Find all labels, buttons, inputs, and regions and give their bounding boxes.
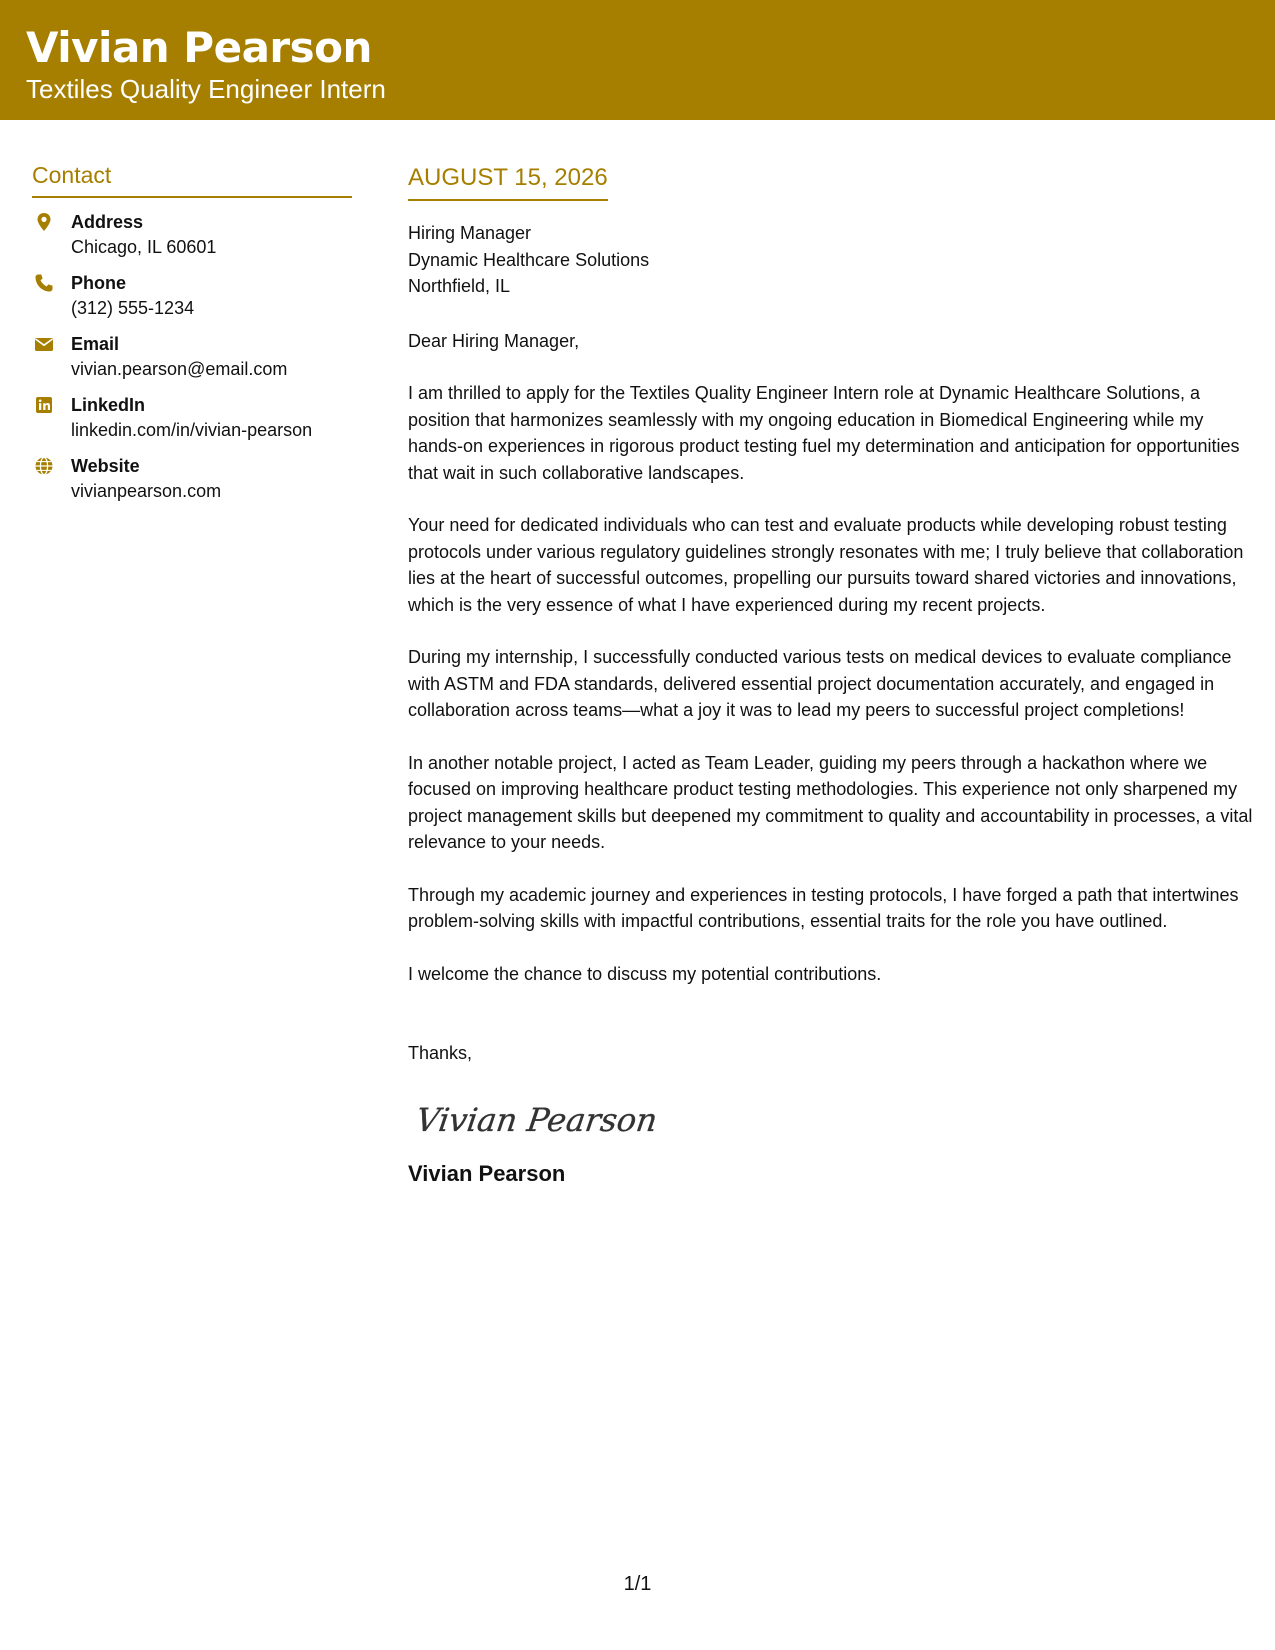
contact-label: Website — [71, 456, 140, 476]
salutation: Dear Hiring Manager, — [408, 330, 580, 351]
handwritten-signature — [418, 1095, 1253, 1145]
contact-label: Phone — [71, 273, 127, 293]
closing: Thanks, — [408, 1043, 473, 1063]
envelope-icon — [34, 334, 54, 354]
phone-icon — [34, 273, 54, 293]
contact-label: LinkedIn — [71, 395, 146, 415]
letter-date: AUGUST 15, 2026 — [408, 162, 608, 201]
globe-icon — [34, 456, 54, 476]
letter-paragraph: During my internship, I successfully conducted various tests on medical devices to evaluate compliance with ASTM and FDA standards, delivered essential project documentation accurately, and engaged in collaboration across teams—what a joy it was to lead my peers to successful project completions! — [408, 647, 1232, 720]
letter-paragraph: I am thrilled to apply for the Textiles Quality Engineer Intern role at Dynamic Healthcare Solutions, a position that harmonizes seamlessly with my ongoing education in Biomedical Engineering while my hands-on experiences in rigorous product testing fuel my determination and anticipation for opportunities that wait in such collaborative landscapes. — [408, 383, 1240, 483]
contact-item-linkedin — [32, 393, 352, 443]
contact-value: Chicago, IL 60601 — [71, 237, 217, 257]
contact-sidebar — [32, 160, 352, 515]
contact-section-title: Contact — [32, 160, 352, 198]
contact-label: Email — [71, 334, 120, 354]
contact-item-email — [32, 332, 352, 382]
contact-label: Address — [71, 212, 144, 232]
contact-value: vivian.pearson@email.com — [71, 359, 288, 379]
contact-item-website — [32, 454, 352, 504]
signer-name: Vivian Pearson — [408, 1160, 566, 1186]
svg-text:Vivian Pearson: Vivian Pearson — [418, 1100, 660, 1139]
letter-paragraph: In another notable project, I acted as Team Leader, guiding my peers through a hackathon where we focused on improving healthcare product testing methodologies. This experience not only sharpened my project management skills but deepened my commitment to quality and accountability in processes, a vital relevance to your needs. — [408, 752, 1253, 852]
letter-body — [408, 162, 1253, 1189]
header-banner — [0, 0, 1275, 120]
contact-item-address — [32, 210, 352, 260]
linkedin-icon — [34, 395, 54, 415]
contact-item-phone — [32, 271, 352, 321]
recipient-block — [408, 220, 1253, 300]
contact-value: (312) 555-1234 — [71, 298, 195, 318]
letter-paragraph: Through my academic journey and experiences in testing protocols, I have forged a path that intertwines problem-solving skills with impactful contributions, essential traits for the role you have outlined. — [408, 884, 1239, 931]
contact-value: linkedin.com/in/vivian-pearson — [71, 420, 313, 440]
page-number: 1/1 — [623, 1573, 652, 1595]
recipient-line: Hiring Manager — [408, 223, 532, 243]
recipient-line: Northfield, IL — [408, 276, 511, 296]
job-title: Textiles Quality Engineer Intern — [26, 74, 386, 104]
contact-value: vivianpearson.com — [71, 481, 222, 501]
location-pin-icon — [34, 212, 54, 232]
letter-paragraph: I welcome the chance to discuss my potential contributions. — [408, 963, 882, 984]
recipient-line: Dynamic Healthcare Solutions — [408, 249, 650, 270]
applicant-name: Vivian Pearson — [26, 23, 372, 72]
letter-paragraph: Your need for dedicated individuals who can test and evaluate products while developing robust testing protocols under various regulatory guidelines strongly resonates with me; I truly believe that collaboration lies at the heart of successful outcomes, propelling our pursuits toward shared victories and innovations, which is the very essence of what I have experienced during my recent projects. — [408, 515, 1244, 615]
